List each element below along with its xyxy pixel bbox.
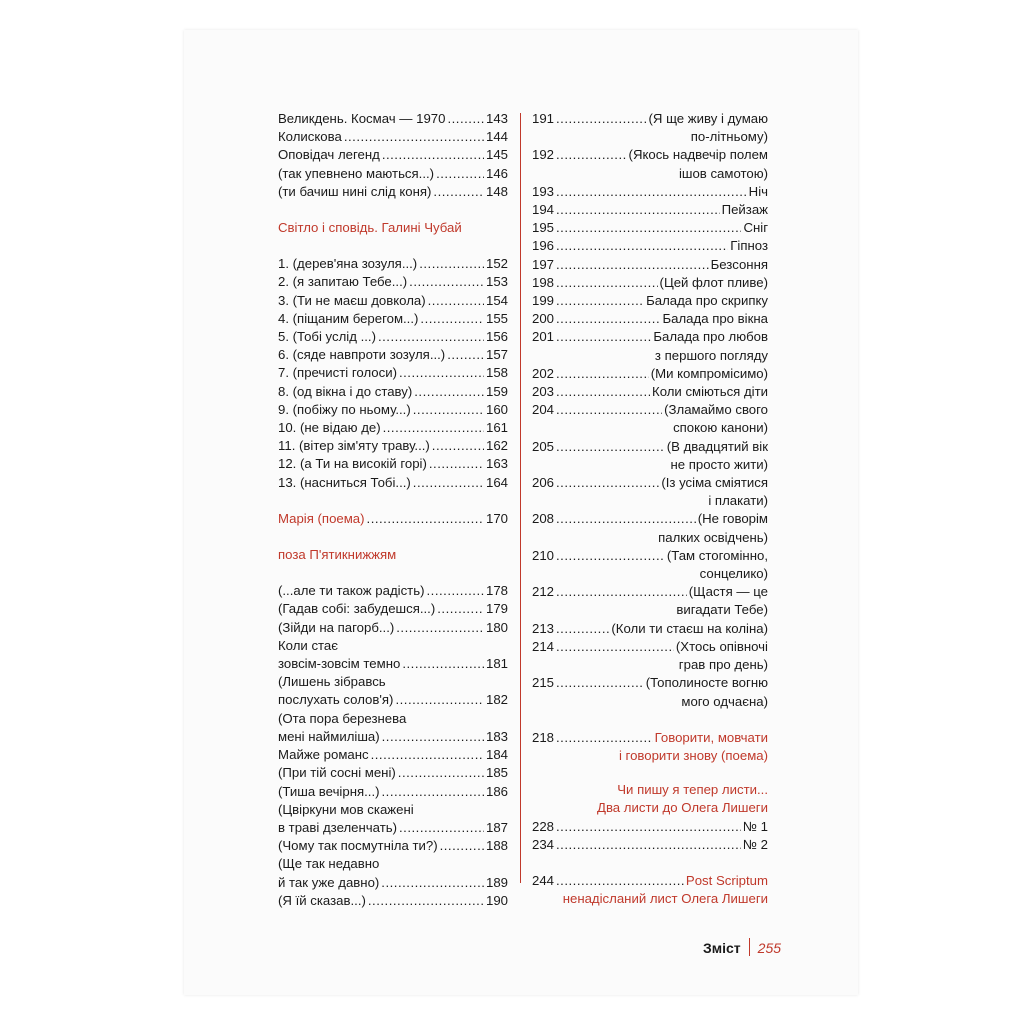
toc-entry: [278, 346, 508, 364]
dot-leader: [556, 474, 659, 492]
toc-group-poza-a: [278, 582, 508, 637]
toc-page: 244: [532, 872, 555, 888]
toc-entry-line2: сонцелико): [699, 566, 768, 582]
toc-page: 188: [485, 838, 508, 854]
toc-entry-201: [532, 328, 768, 346]
toc-page: 202: [532, 365, 555, 381]
toc-entry-line2: і говорити знову (поема): [618, 747, 768, 763]
toc-entry-line1: (Лишень зібравсь: [278, 674, 386, 690]
toc-title: Марія (поема): [278, 510, 365, 526]
toc-title: (Хтось опівночі: [675, 638, 768, 654]
toc-page: 159: [485, 383, 508, 399]
dot-leader: [367, 510, 484, 528]
dot-leader: [556, 620, 609, 638]
dot-leader: [556, 219, 741, 237]
toc-title: Балада про вікна: [662, 311, 768, 327]
toc-title: Говорити, мовчати: [654, 729, 768, 745]
toc-title: й так уже давно): [278, 874, 380, 890]
dot-leader: [419, 255, 484, 273]
toc-title: (ти бачиш нині слід коня): [278, 183, 432, 199]
toc-page: 192: [532, 147, 555, 163]
toc-entry: [532, 365, 768, 383]
toc-entry: [278, 764, 508, 782]
toc-page: 197: [532, 256, 555, 272]
toc-page: 170: [485, 510, 508, 526]
toc-title: Гіпноз: [730, 238, 768, 254]
toc-entry: [278, 437, 508, 455]
dot-leader: [398, 764, 484, 782]
toc-entry-line2: грав про день): [678, 657, 768, 673]
toc-page: 185: [485, 765, 508, 781]
column-divider: [520, 113, 521, 883]
toc-entry: [278, 310, 508, 328]
toc-entry: [278, 292, 508, 310]
toc-page: 196: [532, 238, 555, 254]
toc-page: 144: [485, 129, 508, 145]
toc-title: Великдень. Космач — 1970: [278, 111, 446, 126]
toc-entry: [278, 401, 508, 419]
toc-title: 3. (Ти не маєш довкола): [278, 292, 426, 308]
dot-leader: [447, 110, 484, 128]
toc-title: (Тополиносте вогню: [645, 675, 768, 691]
toc-entry: [278, 165, 508, 183]
toc-entry-line2: з першого погляду: [654, 347, 768, 363]
toc-entry-214: [532, 638, 768, 656]
toc-title: 2. (я запитаю Тебе...): [278, 274, 408, 290]
toc-entry-189: [278, 874, 508, 892]
toc-page: 160: [485, 401, 508, 417]
toc-entry-line2: палких освідчень): [658, 529, 768, 545]
toc-page: 162: [485, 438, 508, 454]
dot-leader: [447, 346, 484, 364]
toc-page: 143: [485, 111, 508, 126]
toc-entry: [278, 328, 508, 346]
toc-entry-188: [278, 837, 508, 855]
toc-entry: [278, 419, 508, 437]
toc-page: 154: [485, 292, 508, 308]
toc-entry-218: [532, 729, 768, 747]
toc-page: 157: [485, 347, 508, 363]
toc-page: 193: [532, 183, 555, 199]
toc-entry: [532, 237, 768, 255]
dot-leader: [429, 455, 484, 473]
toc-entry-181: [278, 655, 508, 673]
toc-page: 183: [485, 728, 508, 744]
toc-title: в траві дзеленчать): [278, 819, 397, 835]
toc-page: 182: [485, 692, 508, 708]
toc-entry-210: [532, 547, 768, 565]
toc-entry: [278, 474, 508, 492]
toc-title: послухать солов'я): [278, 692, 394, 708]
toc-entry-line2: спокою канони): [673, 420, 768, 436]
toc-title: Колискова: [278, 129, 342, 145]
toc-title: 12. (а Ти на високій горі): [278, 456, 427, 472]
dot-leader: [413, 401, 484, 419]
dot-leader: [556, 365, 649, 383]
page-footer: [703, 938, 781, 956]
toc-page: 212: [532, 584, 555, 600]
section-heading-letters-sub: Два листи до Олега Лишеги: [597, 800, 768, 816]
toc-title: мені наймиліша): [278, 728, 380, 744]
dot-leader: [409, 273, 484, 291]
toc-title: 5. (Тобі услід ...): [278, 329, 376, 345]
toc-title: (Якось надвечір полем: [628, 147, 768, 163]
dot-leader: [556, 583, 687, 601]
toc-title: (Не говорім: [697, 511, 768, 527]
toc-page: 210: [532, 547, 555, 563]
toc-entry: [532, 292, 768, 310]
toc-entry-line2: по-літньому): [690, 129, 768, 145]
dot-leader: [432, 437, 484, 455]
toc-entry-190: [278, 892, 508, 910]
dot-leader: [427, 582, 484, 600]
toc-page: 178: [485, 583, 508, 599]
toc-page: 213: [532, 620, 555, 636]
dot-leader: [428, 292, 484, 310]
toc-page: 205: [532, 438, 555, 454]
toc-page: 152: [485, 256, 508, 272]
toc-title: (...але ти також радість): [278, 583, 425, 599]
toc-entry-line2: мого одчаєна): [681, 693, 768, 709]
dot-leader: [440, 837, 484, 855]
toc-entry-206: [532, 474, 768, 492]
toc-entry-line2: вигадати Тебе): [676, 602, 768, 618]
toc-page: 180: [485, 619, 508, 635]
footer-section-label: Зміст: [703, 940, 741, 956]
section-heading-poza: поза П'ятикнижжям: [278, 547, 397, 563]
toc-title: (Я їй сказав...): [278, 892, 366, 908]
dot-leader: [556, 438, 665, 456]
toc-page: 214: [532, 638, 555, 654]
dot-leader: [556, 638, 674, 656]
toc-title: (Чому так посмутніла ти?): [278, 838, 438, 854]
toc-title: Оповідач легенд: [278, 147, 380, 163]
toc-title: Безсоння: [710, 256, 768, 272]
toc-title: 11. (вітер зім'яту траву...): [278, 438, 430, 454]
toc-page: 161: [485, 420, 508, 436]
dot-leader: [382, 783, 484, 801]
toc-entry: [278, 383, 508, 401]
dot-leader: [556, 818, 741, 836]
toc-group-poza-b: [278, 746, 508, 801]
toc-group-right-2: [532, 365, 768, 401]
toc-page: 195: [532, 220, 555, 236]
dot-leader: [556, 183, 747, 201]
toc-entry-204: [532, 401, 768, 419]
toc-entry: [532, 183, 768, 201]
toc-page: 153: [485, 274, 508, 290]
toc-page: 191: [532, 111, 555, 126]
toc-title: Майже романс: [278, 747, 369, 763]
toc-title: 9. (побіжу по ньому...): [278, 401, 411, 417]
dot-leader: [383, 419, 484, 437]
toc-entry: [278, 128, 508, 146]
toc-entry-208: [532, 510, 768, 528]
toc-title: (Ми компромісимо): [650, 365, 768, 381]
section-heading-letters: Чи пишу я тепер листи...: [617, 782, 768, 798]
toc-entry: [532, 219, 768, 237]
dot-leader: [433, 183, 484, 201]
toc-right-column: [532, 110, 768, 908]
toc-entry: [532, 383, 768, 401]
toc-entry: [278, 183, 508, 201]
toc-title: 8. (од вікна і до ставу): [278, 383, 413, 399]
footer-divider: [749, 938, 750, 956]
toc-page: 215: [532, 675, 555, 691]
toc-page: 148: [485, 183, 508, 199]
dot-leader: [402, 655, 484, 673]
toc-title: (Там стогомінно,: [666, 547, 768, 563]
toc-title: (При тій сосні мені): [278, 765, 396, 781]
toc-entry-205: [532, 438, 768, 456]
toc-entry-192: [532, 146, 768, 164]
dot-leader: [556, 201, 720, 219]
toc-page: 181: [485, 656, 508, 672]
toc-title: 4. (піщаним берегом...): [278, 310, 419, 326]
dot-leader: [556, 256, 709, 274]
toc-title: (Тиша вечірня...): [278, 783, 380, 799]
dot-leader: [556, 110, 647, 128]
toc-page: 200: [532, 311, 555, 327]
dot-leader: [414, 383, 484, 401]
toc-entry: [278, 746, 508, 764]
toc-entry-line1: (Ота пора березнева: [278, 710, 407, 726]
dot-leader: [382, 728, 484, 746]
toc-page: 218: [532, 729, 555, 745]
toc-page: 179: [485, 601, 508, 617]
dot-leader: [413, 474, 484, 492]
toc-entry: [278, 146, 508, 164]
toc-entry-maria: [278, 510, 508, 528]
toc-title: 10. (не відаю де): [278, 420, 381, 436]
toc-page: 194: [532, 202, 555, 218]
toc-entry: [278, 582, 508, 600]
toc-page: 163: [485, 456, 508, 472]
toc-title: Post Scriptum: [685, 872, 768, 888]
toc-title: Пейзаж: [721, 202, 768, 218]
dot-leader: [556, 836, 741, 854]
toc-entry: [532, 310, 768, 328]
toc-title: (Гадав собі: забудешся...): [278, 601, 436, 617]
dot-leader: [371, 746, 484, 764]
toc-entry: [278, 455, 508, 473]
dot-leader: [556, 274, 658, 292]
toc-entry-187: [278, 819, 508, 837]
toc-entry: [278, 364, 508, 382]
toc-entry-line2: ішов самотою): [678, 165, 768, 181]
toc-entry-183: [278, 728, 508, 746]
toc-title: Балада про скрипку: [646, 293, 768, 309]
toc-entry: [532, 201, 768, 219]
toc-entry: [278, 619, 508, 637]
toc-page: 164: [485, 474, 508, 490]
dot-leader: [556, 547, 665, 565]
toc-entry: [532, 256, 768, 274]
toc-entry-line1: (Цвіркуни мов скажені: [278, 801, 414, 817]
toc-page: 158: [485, 365, 508, 381]
toc-page: 146: [485, 165, 508, 181]
toc-page: 228: [532, 818, 555, 834]
toc-group-1: [278, 110, 508, 201]
toc-page: 186: [485, 783, 508, 799]
dot-leader: [437, 600, 484, 618]
toc-entry-line1: (Ще так недавно: [278, 856, 380, 872]
toc-title: (Цей флот пливе): [659, 274, 768, 290]
toc-title: Сніг: [743, 220, 768, 236]
toc-group-right-1: [532, 183, 768, 329]
section-heading-chubai: Світло і сповідь. Галині Чубай: [278, 220, 462, 236]
toc-entry: [532, 274, 768, 292]
toc-page: 156: [485, 329, 508, 345]
toc-title: Балада про любов: [653, 329, 768, 345]
dot-leader: [381, 874, 484, 892]
toc-title: (Зійди на пагорб...): [278, 619, 395, 635]
toc-entry-212: [532, 583, 768, 601]
toc-group-chubai: [278, 255, 508, 492]
toc-page: 184: [485, 747, 508, 763]
toc-page: 187: [485, 819, 508, 835]
dot-leader: [399, 364, 484, 382]
toc-entry: [278, 783, 508, 801]
toc-group-letters: [532, 818, 768, 854]
toc-page: 190: [485, 892, 508, 908]
toc-title: (Із усіма сміятися: [661, 475, 768, 491]
toc-title: 13. (насниться Тобі...): [278, 474, 411, 490]
toc-entry-182: [278, 691, 508, 709]
toc-left-column: [278, 110, 508, 910]
dot-leader: [382, 146, 484, 164]
dot-leader: [556, 510, 696, 528]
toc-entry-244: [532, 872, 768, 890]
toc-title: № 1: [742, 818, 768, 834]
toc-entry: [278, 273, 508, 291]
toc-title: (Щастя — це: [688, 584, 768, 600]
page-number: 255: [757, 940, 782, 956]
toc-page: 204: [532, 402, 555, 418]
toc-entry-215: [532, 674, 768, 692]
toc-title: (Коли ти стаєш на коліна): [611, 620, 768, 636]
dot-leader: [368, 892, 484, 910]
toc-entry-line2: ненадісланий лист Олега Лишеги: [562, 891, 768, 907]
dot-leader: [395, 691, 484, 709]
toc-page: 208: [532, 511, 555, 527]
toc-title: (Зламаймо свого: [664, 402, 768, 418]
dot-leader: [396, 619, 484, 637]
dot-leader: [556, 237, 728, 255]
toc-entry-line1: Коли стає: [278, 637, 339, 653]
toc-title: 7. (пречисті голоси): [278, 365, 397, 381]
toc-entry-213: [532, 620, 768, 638]
toc-page: 145: [485, 147, 508, 163]
dot-leader: [556, 872, 684, 890]
toc-title: Коли сміються діти: [652, 384, 768, 400]
dot-leader: [556, 146, 627, 164]
toc-title: (так упевнено маються...): [278, 165, 435, 181]
dot-leader: [556, 383, 650, 401]
dot-leader: [556, 328, 651, 346]
dot-leader: [556, 674, 644, 692]
dot-leader: [556, 292, 644, 310]
dot-leader: [556, 729, 653, 747]
toc-entry: [532, 836, 768, 854]
toc-title: № 2: [742, 836, 768, 852]
dot-leader: [420, 310, 484, 328]
toc-entry: [278, 600, 508, 618]
toc-title: (Я ще живу і думаю: [648, 111, 768, 126]
toc-page: 199: [532, 293, 555, 309]
toc-page: 234: [532, 836, 555, 852]
toc-title: 1. (дерев'яна зозуля...): [278, 256, 418, 272]
dot-leader: [436, 165, 484, 183]
toc-title: зовсім-зовсім темно: [278, 656, 401, 672]
toc-title: (В двадцятий вік: [666, 438, 768, 454]
toc-entry-line2: і плакати): [708, 493, 768, 509]
toc-page: 155: [485, 310, 508, 326]
toc-entry: [532, 818, 768, 836]
dot-leader: [556, 401, 662, 419]
toc-page: 201: [532, 329, 555, 345]
toc-page: 189: [485, 874, 508, 890]
toc-title: Ніч: [748, 183, 768, 199]
toc-entry-191: [532, 110, 768, 128]
toc-page: 206: [532, 475, 555, 491]
toc-entry-line2: не просто жити): [670, 456, 768, 472]
toc-entry: [278, 110, 508, 128]
toc-entry: [278, 255, 508, 273]
toc-title: 6. (сяде навпроти зозуля...): [278, 347, 446, 363]
toc-page: 198: [532, 274, 555, 290]
dot-leader: [399, 819, 484, 837]
dot-leader: [344, 128, 484, 146]
dot-leader: [378, 328, 484, 346]
dot-leader: [556, 310, 660, 328]
toc-page: 203: [532, 384, 555, 400]
